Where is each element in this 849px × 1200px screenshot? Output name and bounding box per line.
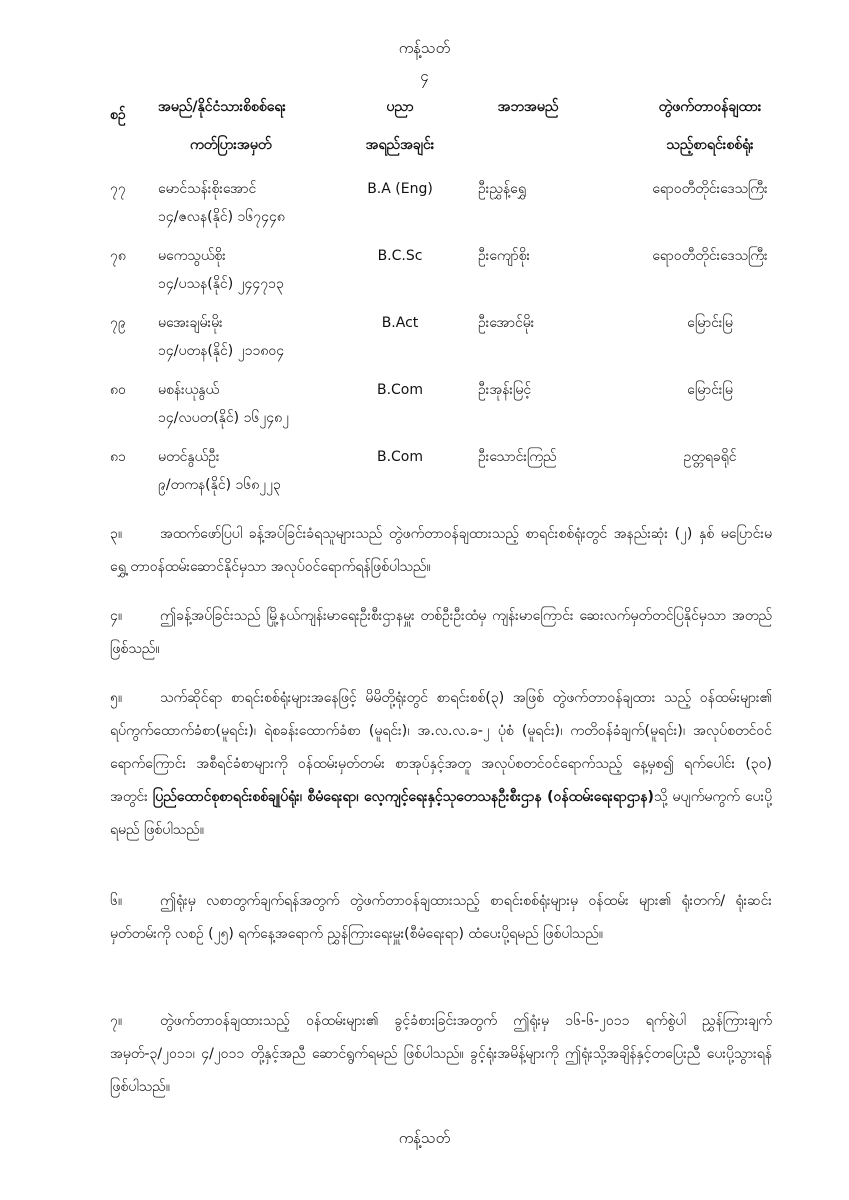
paragraph-7 xyxy=(110,1005,772,1104)
row-no: ၇၉ xyxy=(110,315,126,331)
paragraph-text: ဤရုံးမှ လစာတွက်ချက်ရန်အတွက် တွဲဖက်တာဝန်ချထားသည့် စာရင်းစစ်ရုံးများမှ ဝန်ထမ်း များ၏ ရုံးတက်/ ရုံးဆင်းမှတ်တမ်းကို လစဉ် (၂၅) ရက်နေ့အရောက် ညွှန်ကြားရေးမှူး(စီမံရေးရာ) ထံပေးပို့ရမည် ဖြစ်ပါသည်။ xyxy=(110,893,772,942)
row-name: မအေးချမ်းမိုး xyxy=(158,315,223,331)
header-office-line2: သည့်စာရင်းစစ်ရုံး xyxy=(666,137,754,153)
row-name: မောင်သန်းစိုးအောင် xyxy=(158,181,257,197)
row-office: ရောဝတီတိုင်းဒေသကြီး xyxy=(652,181,768,197)
header-education-line1: ပညာ xyxy=(386,99,414,115)
row-nrc: ၉/တကန(နိုင်) ၁၆၈၂၂၃ xyxy=(158,477,281,493)
table-row xyxy=(0,243,849,307)
paragraph-number: ၇။ xyxy=(110,1013,123,1029)
header-name-nrc-line1: အမည်/နိုင်ငံသားစိစစ်ရေး xyxy=(158,99,286,115)
table-row xyxy=(0,310,849,374)
row-nrc: ၁၄/ပသန(နိုင်) ၂၄၄၇၁၃ xyxy=(158,276,284,292)
paragraph-text: သက်ဆိုင်ရာ စာရင်းစစ်ရုံးများအနေဖြင့် မိမိတို့ရုံးတွင် စာရင်းစစ်(၃) အဖြစ် တွဲဖက်တာဝန်ချထား သည့် ဝန်ထမ်းများ၏ ရပ်ကွက်ထောက်ခံစာ(မူရင်း)၊ ရဲစခန်းထောက်ခံစာ (မူရင်း)၊ အ.လ.လ.ခ-၂ ပုံစံ (မူရင်း)၊ ကတိဝန်ခံချက်(မူရင်း)၊ အလုပ်စတင်ဝင်ရောက်ကြောင်း အစီရင်ခံစာများကို ဝန်ထမ်းမှတ်တမ်း စာအုပ်နှင့်အတူ အလုပ်စတင်ဝင်ရောက်သည့် နေ့မှစ၍ ရက်ပေါင်း (၃၀) အတွင်း xyxy=(110,690,772,805)
row-office: ရောဝတီတိုင်းဒေသကြီး xyxy=(652,248,768,264)
row-education: B.Com xyxy=(376,382,424,398)
table-row xyxy=(0,444,849,508)
paragraph-text: အထက်ဖော်ပြပါ ခန့်အပ်ခြင်းခံရသူများသည် တွဲဖက်တာဝန်ချထားသည့် စာရင်းစစ်ရုံးတွင် အနည်းဆုံး (၂) နှစ် မပြောင်းမရွှေ့ တာဝန်ထမ်းဆောင်နိုင်မှသာ အလုပ်ဝင်ရောက်ရန်ဖြစ်ပါသည်။ xyxy=(110,526,772,575)
row-no: ၇၈ xyxy=(110,248,126,264)
paragraph-bold-office: ပြည်ထောင်စုစာရင်းစစ်ချုပ်ရုံး၊ စီမံရေးရာ၊ လေ့ကျင့်ရေးနှင့်သုတေသနဦးစီးဌာန (ဝန်ထမ်းရေးရာဌာန) xyxy=(152,789,654,805)
header-office-line1: တွဲဖက်တာဝန်ချထား xyxy=(658,99,762,115)
paragraph-number: ၅။ xyxy=(110,690,123,706)
header-no: စဉ် xyxy=(110,107,126,123)
row-name: မတင်နွယ်ဦး xyxy=(158,449,220,465)
paragraph-tail: သို့ မပျက်မကွက် ပေးပို့ရမည် ဖြစ်ပါသည်။ xyxy=(110,789,772,838)
header-education-line2: အရည်အချင်း xyxy=(365,137,435,153)
row-father: ဦးအုန်းမြင့် xyxy=(478,382,532,398)
row-office: မြောင်းမြ xyxy=(687,382,733,398)
classification-footer: ကန့်သတ် xyxy=(398,1129,451,1147)
row-nrc: ၁၄/ဇလန(နိုင်) ၁၆၇၄၄၈ xyxy=(158,209,285,225)
row-education: B.Act xyxy=(381,315,419,331)
row-education: B.C.Sc xyxy=(377,248,423,264)
paragraph-text: ဤခန့်အပ်ခြင်းသည် မြို့နယ်ကျန်းမာရေးဦးစီးဌာနမှူး တစ်ဦးဦးထံမှ ကျန်းမာကြောင်း ဆေးလက်မှတ်တင်ပြနိုင်မှသာ အတည်ဖြစ်သည်။ xyxy=(110,608,772,657)
classification-header: ကန့်သတ် xyxy=(398,39,451,57)
row-father: ဦးကျော်စိုး xyxy=(478,248,531,264)
paragraph-number: ၃။ xyxy=(110,526,123,542)
paragraph-4 xyxy=(110,600,772,666)
row-education: B.A (Eng) xyxy=(367,181,433,197)
row-nrc: ၁၄/လပတ(နိုင်) ၁၆၂၄၈၂ xyxy=(158,410,289,426)
row-no: ၇၇ xyxy=(110,181,126,197)
row-name: မကေသွယ်စိုး xyxy=(158,248,226,264)
row-father: ဦးအောင်မိုး xyxy=(478,315,535,331)
paragraph-6 xyxy=(110,885,772,951)
row-office: မြောင်းမြ xyxy=(687,315,733,331)
row-name: မစန်းယုနွယ် xyxy=(158,382,220,398)
row-father: ဦးညွှန့်ရွှေ xyxy=(478,181,527,197)
header-father: အဘအမည် xyxy=(497,99,559,115)
paragraph-number: ၆။ xyxy=(110,893,123,909)
paragraph-5 xyxy=(110,682,772,847)
header-name-nrc-line2: ကတ်ပြားအမှတ် xyxy=(190,137,272,153)
page-number: ၄ xyxy=(420,67,429,85)
paragraph-number: ၄။ xyxy=(110,608,123,624)
row-no: ၈၁ xyxy=(110,449,126,465)
table-row xyxy=(0,176,849,240)
paragraph-text: တွဲဖက်တာဝန်ချထားသည့် ဝန်ထမ်းများ၏ ခွင့်ခံစားခြင်းအတွက် ဤရုံးမှ ၁၆-၆-၂၀၁၁ ရက်စွဲပါ ညွှန်ကြားချက်အမှတ်-၃/၂၀၁၁၊ ၄/၂၀၁၁ တို့နှင့်အညီ ဆောင်ရွက်ရမည် ဖြစ်ပါသည်။ ခွင့်ရုံးအမိန့်များကို ဤရုံးသို့အချိန်နှင့်တပြေးညီ ပေးပို့သွားရန် ဖြစ်ပါသည်။ xyxy=(110,1013,772,1095)
row-father: ဦးသောင်းကြည် xyxy=(478,449,557,465)
row-nrc: ၁၄/ပတန(နိုင်) ၂၁၁၈၀၄ xyxy=(158,343,285,359)
paragraph-3 xyxy=(110,518,772,584)
table-row xyxy=(0,377,849,441)
row-office: ဥတ္တရခရိုင် xyxy=(683,449,737,465)
row-education: B.Com xyxy=(376,449,424,465)
row-no: ၈၀ xyxy=(110,382,126,398)
